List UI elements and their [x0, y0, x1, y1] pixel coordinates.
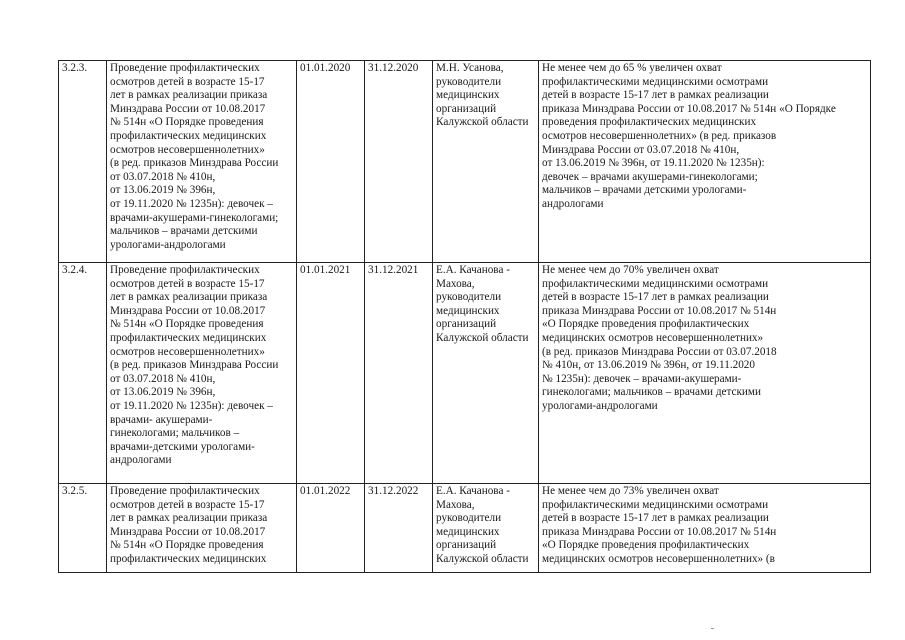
- cell-text-line: урологами-андрологами: [542, 399, 658, 412]
- cell-text-line: руководители: [436, 291, 502, 304]
- cell-text-line: приказа Минздрава России от 10.08.2017 № 514н: [542, 304, 777, 317]
- start-date-cell: 01.01.2021: [297, 263, 365, 484]
- cell-text-line: Калужской области: [436, 331, 529, 344]
- table-row: [59, 61, 871, 263]
- cell-text-line: от 03.07.2018 № 410н,: [110, 170, 216, 183]
- cell-text-line: Минздрава России от 10.08.2017: [110, 525, 266, 538]
- item-number-cell: 3.2.3.: [59, 61, 107, 263]
- cell-text-line: Махова,: [436, 498, 475, 511]
- cell-text-line: Не менее чем до 65 % увеличен охват: [542, 62, 722, 74]
- cell-text-line: гинекологами; мальчиков – врачами детскими: [542, 386, 761, 399]
- start-date-cell: 01.01.2022: [297, 484, 365, 573]
- cell-text-line: (в ред. приказов Минздрава России: [110, 157, 279, 170]
- cell-text-line: медицинских: [436, 304, 500, 317]
- cell-text-line: Не менее чем до 73% увеличен охват: [542, 485, 719, 497]
- cell-text-line: детей в возрасте 15-17 лет в рамках реализации: [542, 512, 769, 525]
- cell-text-line: осмотров несовершеннолетних»: [110, 345, 265, 358]
- cell-text-line: профилактическими медицинскими осмотрами: [542, 277, 769, 290]
- cell-text-line: приказа Минздрава России от 10.08.2017 № 514н «О Порядке: [542, 102, 836, 115]
- cell-text-line: № 514н «О Порядке проведения: [110, 116, 264, 129]
- cell-text-line: организаций: [436, 102, 497, 115]
- cell-text-line: лет в рамках реализации приказа: [110, 512, 268, 525]
- cell-text-line: лет в рамках реализации приказа: [110, 291, 268, 304]
- measure-description-cell: [107, 61, 297, 263]
- cell-text-line: профилактических медицинских: [110, 129, 267, 142]
- cell-text-line: лет в рамках реализации приказа: [110, 89, 268, 102]
- cell-text-line: руководители: [436, 75, 502, 88]
- end-date-cell: 31.12.2022: [365, 484, 433, 573]
- item-number-cell: 3.2.4.: [59, 263, 107, 484]
- cell-text-line: № 514н «О Порядке проведения: [110, 539, 264, 552]
- cell-text-line: «О Порядке проведения профилактических: [542, 318, 750, 331]
- end-date-cell: 31.12.2021: [365, 263, 433, 484]
- cell-text-line: (в ред. приказов Минздрава России от 03.07.2018: [542, 345, 777, 358]
- cell-text-line: медицинских осмотров несовершеннолетних»: [542, 331, 764, 344]
- cell-text-line: Махова,: [436, 277, 475, 290]
- cell-text-line: медицинских: [436, 525, 500, 538]
- cell-text-line: андрологами: [110, 454, 172, 467]
- cell-text-line: приказа Минздрава России от 10.08.2017 № 514н: [542, 525, 777, 538]
- cell-text-line: Проведение профилактических: [110, 62, 260, 74]
- cell-text-line: Минздрава России от 03.07.2018 № 410н,: [542, 143, 740, 156]
- expected-result-cell: [539, 263, 871, 484]
- cell-text-line: Калужской области: [436, 552, 529, 565]
- cell-text-line: проведения профилактических медицинских: [542, 116, 757, 129]
- table-row: [59, 484, 871, 573]
- cell-text-line: детей в возрасте 15-17 лет в рамках реализации: [542, 291, 769, 304]
- item-number-cell: 3.2.5.: [59, 484, 107, 573]
- cell-text-line: профилактических медицинских: [110, 331, 267, 344]
- scan-speck: [711, 628, 714, 629]
- cell-text-line: осмотров несовершеннолетних»: [110, 143, 265, 156]
- cell-text-line: руководители: [436, 512, 502, 525]
- cell-text-line: осмотров детей в возрасте 15-17: [110, 75, 265, 88]
- expected-result-cell: [539, 61, 871, 263]
- expected-result-cell: [539, 484, 871, 573]
- cell-text-line: детей в возрасте 15-17 лет в рамках реализации: [542, 89, 769, 102]
- cell-text-line: врачами- акушерами-: [110, 413, 213, 426]
- cell-text-line: врачами-акушерами-гинекологами;: [110, 211, 279, 224]
- cell-text-line: Минздрава России от 10.08.2017: [110, 102, 266, 115]
- cell-text-line: Е.А. Качанова -: [436, 485, 510, 497]
- start-date-cell: 01.01.2020: [297, 61, 365, 263]
- cell-text-line: профилактическими медицинскими осмотрами: [542, 498, 769, 511]
- cell-text-line: андрологами: [542, 197, 604, 210]
- table-row: [59, 263, 871, 484]
- cell-text-line: медицинских осмотров несовершеннолетних» (в: [542, 552, 775, 565]
- cell-text-line: Минздрава России от 10.08.2017: [110, 304, 266, 317]
- cell-text-line: от 13.06.2019 № 396н, от 19.11.2020 № 1235н):: [542, 157, 765, 170]
- cell-text-line: от 03.07.2018 № 410н,: [110, 372, 216, 385]
- cell-text-line: медицинских: [436, 89, 500, 102]
- measures-table: [58, 60, 871, 573]
- cell-text-line: врачами-детскими урологами-: [110, 440, 255, 453]
- cell-text-line: № 514н «О Порядке проведения: [110, 318, 264, 331]
- cell-text-line: Проведение профилактических: [110, 264, 260, 276]
- cell-text-line: осмотров детей в возрасте 15-17: [110, 498, 265, 511]
- cell-text-line: Калужской области: [436, 116, 529, 129]
- cell-text-line: Не менее чем до 70% увеличен охват: [542, 264, 719, 276]
- cell-text-line: от 19.11.2020 № 1235н): девочек –: [110, 197, 273, 210]
- cell-text-line: профилактическими медицинскими осмотрами: [542, 75, 769, 88]
- cell-text-line: мальчиков – врачами детскими: [110, 225, 258, 238]
- cell-text-line: от 13.06.2019 № 396н,: [110, 184, 216, 197]
- cell-text-line: девочек – врачами акушерами-гинекологами;: [542, 170, 758, 183]
- measure-description-cell: [107, 484, 297, 573]
- cell-text-line: осмотров детей в возрасте 15-17: [110, 277, 265, 290]
- cell-text-line: № 1235н): девочек – врачами-акушерами-: [542, 372, 742, 385]
- cell-text-line: урологами-андрологами: [110, 238, 226, 251]
- cell-text-line: мальчиков – врачами детскими урологами-: [542, 184, 747, 197]
- cell-text-line: гинекологами; мальчиков –: [110, 427, 240, 440]
- cell-text-line: «О Порядке проведения профилактических: [542, 539, 750, 552]
- cell-text-line: Проведение профилактических: [110, 485, 260, 497]
- cell-text-line: Е.А. Качанова -: [436, 264, 510, 276]
- cell-text-line: № 410н, от 13.06.2019 № 396н, от 19.11.2020: [542, 359, 755, 372]
- cell-text-line: организаций: [436, 318, 497, 331]
- cell-text-line: от 19.11.2020 № 1235н): девочек –: [110, 399, 273, 412]
- cell-text-line: М.Н. Усанова,: [436, 62, 504, 74]
- document-page: [58, 60, 870, 573]
- cell-text-line: от 13.06.2019 № 396н,: [110, 386, 216, 399]
- responsible-cell: [433, 484, 539, 573]
- responsible-cell: [433, 263, 539, 484]
- cell-text-line: осмотров несовершеннолетних» (в ред. приказов: [542, 129, 777, 142]
- cell-text-line: профилактических медицинских: [110, 552, 267, 565]
- cell-text-line: организаций: [436, 539, 497, 552]
- measure-description-cell: [107, 263, 297, 484]
- cell-text-line: (в ред. приказов Минздрава России: [110, 359, 279, 372]
- responsible-cell: [433, 61, 539, 263]
- end-date-cell: 31.12.2020: [365, 61, 433, 263]
